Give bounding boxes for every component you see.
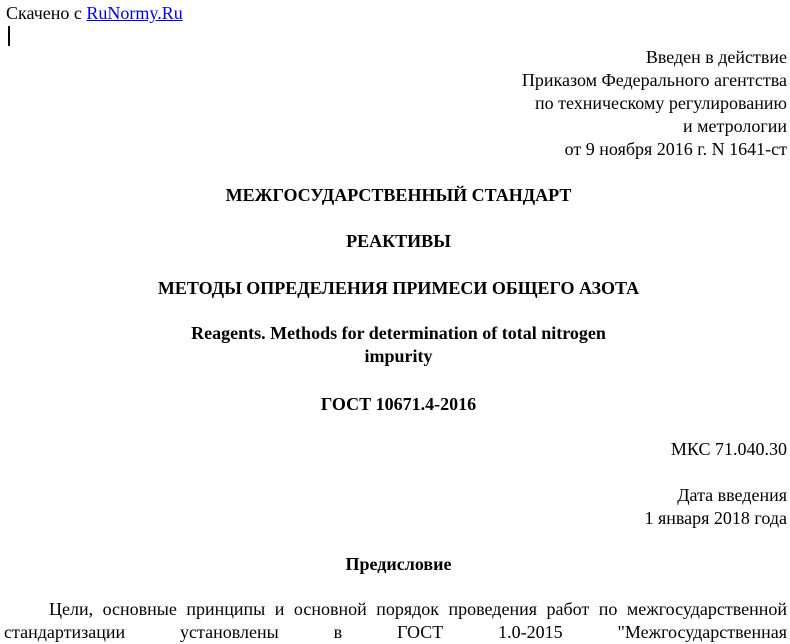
preface-paragraph [4,598,787,644]
preface-line-2: межгосударственной стандартизации установлены в ГОСТ 1.0-2015 "Межгосударственная [4,599,787,642]
intro-line-3: по техническому регулированию [534,93,787,113]
effective-date-label: Дата введения [677,485,787,505]
preface-line-1: Цели, основные принципы и основной порядок проведения работ по [49,599,618,619]
title-ru: МЕТОДЫ ОПРЕДЕЛЕНИЯ ПРИМЕСИ ОБЩЕГО АЗОТА [157,278,640,298]
intro-line-2: Приказом Федерального агентства [521,70,787,90]
standard-type-heading: МЕЖГОСУДАРСТВЕННЫЙ СТАНДАРТ [225,185,572,205]
source-prefix: Скачено с [6,3,87,23]
mks-code: МКС 71.040.30 [670,439,787,459]
source-line [6,2,183,24]
text-cursor [8,26,10,46]
source-link[interactable]: RuNormy.Ru [86,3,183,23]
title-en [0,322,790,368]
title-en-line-1: Reagents. Methods for determination of total nitrogen [191,323,606,343]
standard-code: ГОСТ 10671.4-2016 [320,394,477,414]
category-heading: РЕАКТИВЫ [346,231,451,251]
title-en-line-2: impurity [364,346,433,366]
intro-line-1: Введен в действие [645,47,787,67]
effective-date-value: 1 января 2018 года [644,508,787,528]
preface-heading: Предисловие [345,554,452,574]
intro-line-5: от 9 ноября 2016 г. N 1641-ст [564,139,787,159]
effective-date-block [644,484,787,530]
introduction-block [522,46,787,161]
intro-line-4: и метрологии [683,116,787,136]
